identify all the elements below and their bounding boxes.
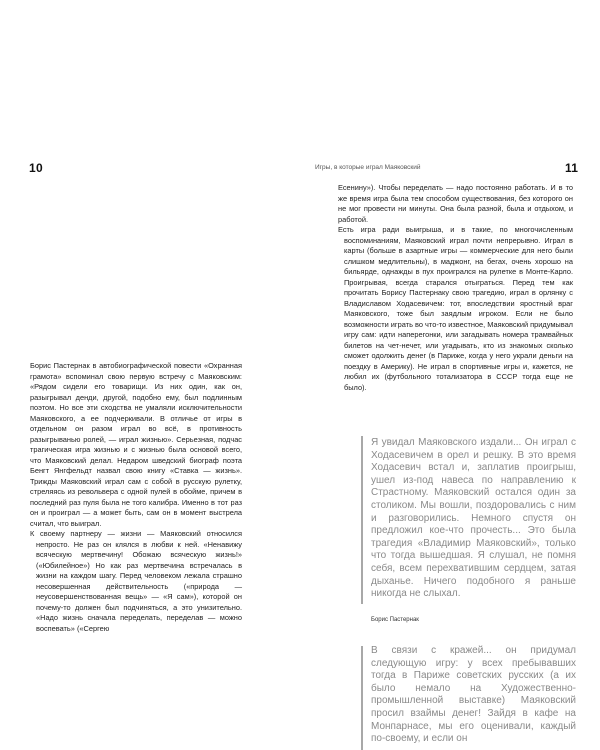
quote-pasternak: Я увидал Маяковского издали... Он играл с Ходасевичем в орел и решку. В это время Ходасевич встал и, заплатив проигрыш, ушел из-под навеса по направлению к Страстному. Маяковский остался один за столиком. Мы вошли, поздоровались с ним и разговорились. Немного спустя он предложил кое-что прочесть... Это была трагедия «Владимир Маяковский», только что тогда вышедшая. Я слушал, не помня себя, всем перехватившим сердцем, затая дыханье. Ничего подобного я раньше никогда не слыхал. xyxy=(371,437,576,600)
quote-rule xyxy=(361,646,363,750)
left-page-body xyxy=(30,361,242,634)
quote-author: Борис Пастернак xyxy=(371,617,419,623)
paragraph: К своему партнеру — жизни — Маяковский относился непросто. Не раз он клялся в любви к ней. «Ненавижу всяческую мертвечину! Обожаю всяческую жизнь!» («Юбилейное») Но как раз мертвечина встречалась в жизни на каждом шагу. Перед человеком лежала страшно несовершенная действительность («природа — неусовершенствованная вещь» — «Я сам»), которой он почему-то должен был подчиняться, а это унизительно. «Надо жизнь сначала переделать, переделав — можно воспевать» («Сергею xyxy=(30,529,242,633)
quote-theft-game: В связи с кражей... он придумал следующую игру: у всех пребывавших тогда в Париже советских русских (а их было немало на Художественно-промышленной выставке) Маяковский просил взаймы денег! Зайдя в кафе на Монпарнасе, мы его оценивали, каждый по-своему, и если он xyxy=(371,645,576,745)
paragraph: Борис Пастернак в автобиографической повести «Охранная грамота» вспоминал свою первую встречу с Маяковским: «Рядом сидели его товарищи. Из них один, как он, разыгрывал денди, другой, подобно ему, был подлинным поэтом. Но все эти сходства не умаляли исключительности Маяковского, а ее подчеркивали. В отличье от игры в отдельном он разом играл во всё, в противность разыгрыванью ролей, — играл жизнью». Серьезная, подчас трагическая игра жизнью и с жизнью была основой всего, что Маяковский делал. Недаром шведский биограф поэта Бенгт Янгфельдт назвал свою книгу «Ставка — жизнь». Трижды Маяковский играл сам с собой в русскую рулетку, стреляясь из револьвера с одной пулей в обойме, причем в последний раз пуля была не того калибра. Именно в тот раз он и проиграл — а может быть, сам он в момент выстрела считал, что выиграл. xyxy=(30,361,242,528)
page-number-left: 10 xyxy=(29,161,43,175)
running-head: Игры, в которые играл Маяковский xyxy=(315,164,421,171)
paragraph: Есенину»). Чтобы переделать — надо постоянно работать. И в то же время игра была тем способом существования, без которого он не мог провести ни минуты. Она была разной, была и отдыхом, и работой. xyxy=(338,183,573,224)
right-page-body xyxy=(338,183,573,393)
quote-rule xyxy=(361,436,363,604)
page-number-right: 11 xyxy=(565,161,579,175)
paragraph: Есть игра ради выигрыша, и в такие, по многочисленным воспоминаниям, Маяковский играл почти непрерывно. Играл в карты (больше в азартные игры — коммерческие для него были слишком медлительны), в маджонг, на бегах, очень хорошо на бильярде, однажды в пух проигрался на рулетке в Монте-Карло. Проигрывая, всегда старался отыграться. Перед тем как прочитать Борису Пастернаку свою трагедию, играл в орлянку с Владиславом Ходасевичем: тот, впоследствии яростный враг Маяковского, тоже был заядлым игроком. Если не было возможности играть во что-то известное, Маяковский придумывал игру сам: идти наперегонки, или загадывать номера трамвайных билетов на чет-нечет, или угадывать, кто из знакомых сколько сможет одолжить денег (в Париже, когда у него украли деньги на поездку в Америку). Не играл в спортивные игры и, кажется, не любил их (футбольного тотализатора в СССР тогда еще не было). xyxy=(338,225,573,392)
